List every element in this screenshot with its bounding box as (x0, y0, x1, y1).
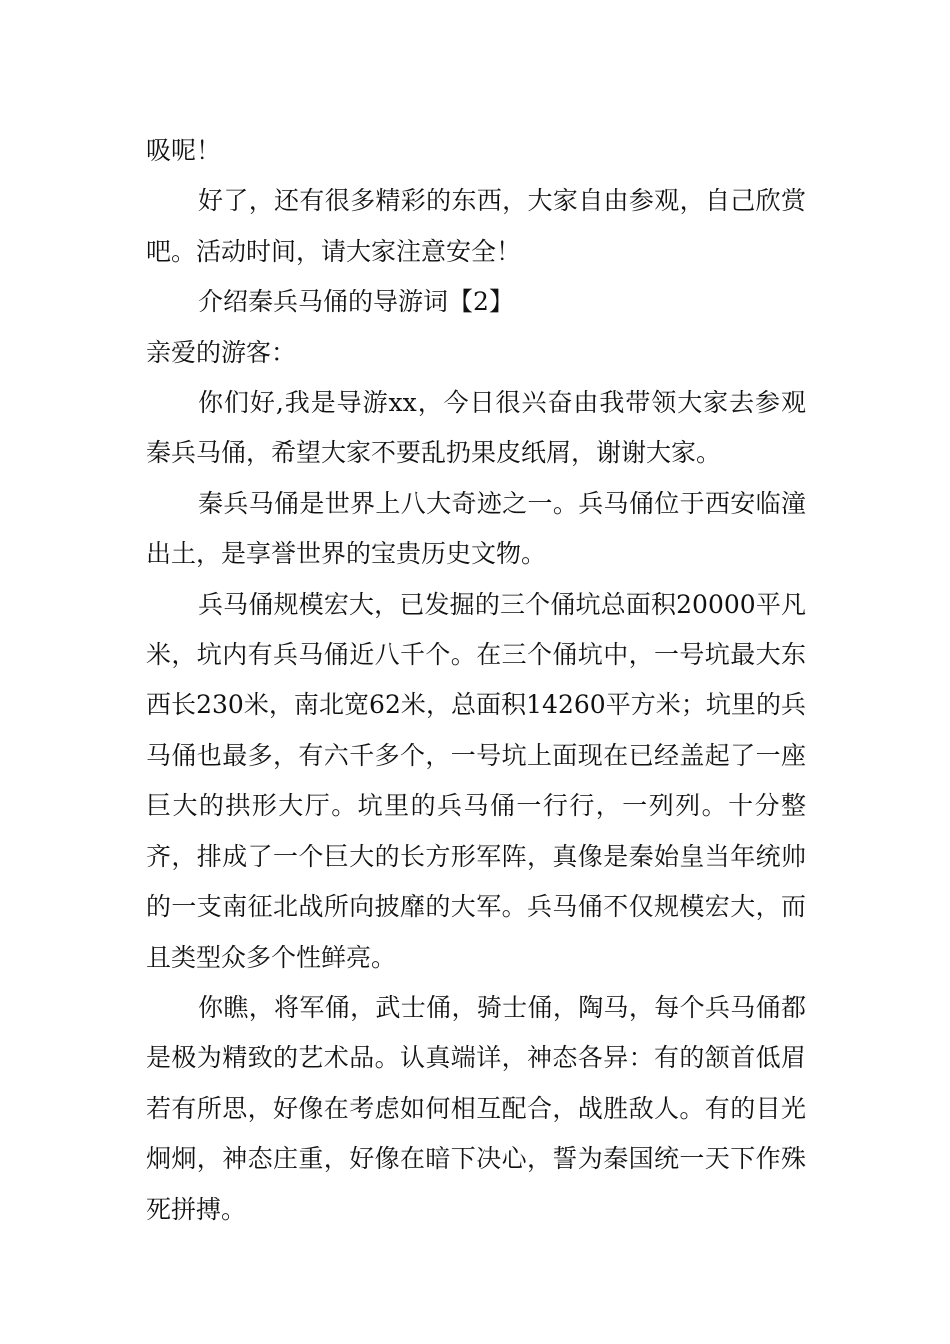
paragraph-greeting: 你们好,我是导游xx，今日很兴奋由我带领大家去参观秦兵马俑，希望大家不要乱扔果皮纸屑，谢谢大家。 (146, 388, 806, 468)
section-title: 介绍秦兵马俑的导游词【2】 (198, 287, 514, 317)
paragraph-continuation: 吸呢！ (146, 136, 222, 165)
paragraph-closing: 好了，还有很多精彩的东西，大家自由参观，自己欣赏吧。活动时间，请大家注意安全！ (146, 186, 806, 266)
paragraph-intro: 秦兵马俑是世界上八大奇迹之一。兵马俑位于西安临潼出土，是享誉世界的宝贵历史文物。 (146, 488, 806, 569)
salutation: 亲爱的游客： (146, 337, 297, 367)
paragraph-figures: 你瞧，将军俑，武士俑，骑士俑，陶马，每个兵马俑都是极为精致的艺术品。认真端详，神态各异：有的颔首低眉若有所思，好像在考虑如何相互配合，战胜敌人。有的目光炯炯，神态庄重，好像在暗下决心，誓为秦国统一天下作殊死拼搏。 (146, 992, 806, 1224)
document-body (146, 126, 806, 1235)
paragraph-scale: 兵马俑规模宏大，已发掘的三个俑坑总面积20000平凡米，坑内有兵马俑近八千个。在三个俑坑中，一号坑最大东西长230米，南北宽62米，总面积14260平方米；坑里的兵马俑也最多，有六千多个，一号坑上面现在已经盖起了一座巨大的拱形大厅。坑里的兵马俑一行行，一列列。十分整齐，排成了一个巨大的长方形军阵，真像是秦始皇当年统帅的一支南征北战所向披靡的大军。兵马俑不仅规模宏大，而且类型众多个性鲜亮。 (146, 589, 806, 972)
